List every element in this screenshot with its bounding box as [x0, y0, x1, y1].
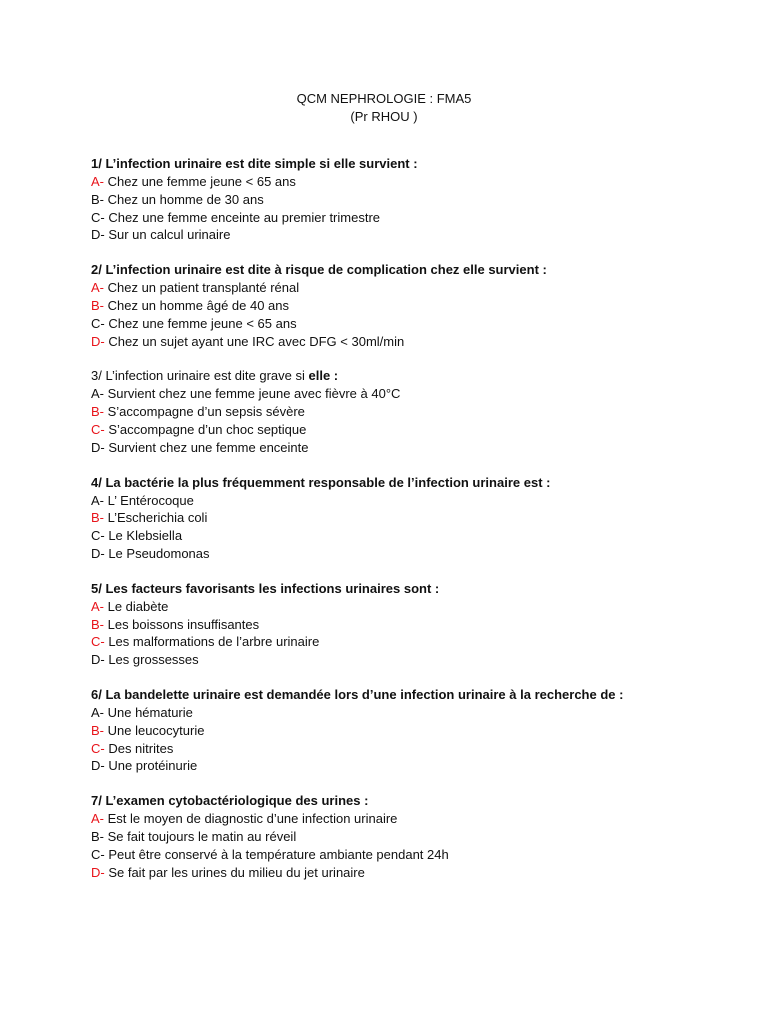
- option-text: L’ Entérocoque: [104, 492, 194, 508]
- question-title: [91, 367, 768, 385]
- question-title: 5/ Les facteurs favorisants les infections urinaires sont :: [91, 580, 440, 596]
- option-text: Les grossesses: [104, 652, 199, 668]
- option-text: Chez une femme enceinte au premier trimestre: [104, 209, 381, 225]
- question-title: 2/ L’infection urinaire est dite à risque de complication chez elle survient :: [91, 262, 547, 278]
- option-text: L’Escherichia coli: [104, 510, 208, 526]
- option-d: [91, 545, 768, 563]
- option-b: [91, 828, 768, 846]
- option-text: Est le moyen de diagnostic d’une infection urinaire: [104, 811, 398, 827]
- option-c: [91, 633, 768, 651]
- option-text: Chez une femme jeune < 65 ans: [104, 315, 297, 331]
- question-5: [91, 580, 768, 669]
- option-letter: C-: [91, 421, 105, 437]
- option-a: [91, 173, 768, 191]
- document-header: [91, 90, 677, 126]
- option-letter: D-: [91, 864, 105, 880]
- option-letter: D-: [91, 652, 105, 668]
- question-title-bold: elle :: [308, 368, 339, 384]
- option-text: Peut être conservé à la température ambiante pendant 24h: [104, 846, 449, 862]
- question-6: [91, 686, 768, 775]
- question-3: [91, 367, 768, 456]
- option-text: Survient chez une femme enceinte: [104, 439, 309, 455]
- option-text: S’accompagne d’un choc septique: [104, 421, 307, 437]
- option-c: [91, 527, 768, 545]
- option-letter: A-: [91, 704, 104, 720]
- option-letter: B-: [91, 191, 104, 207]
- question-2: [91, 261, 768, 350]
- option-letter: A-: [91, 174, 104, 189]
- option-text: Chez un sujet ayant une IRC avec DFG < 30ml/min: [104, 333, 405, 349]
- option-text: S’accompagne d’un sepsis sévère: [104, 404, 305, 420]
- option-text: Le diabète: [104, 598, 169, 614]
- question-title: 1/ L’infection urinaire est dite simple si elle survient :: [91, 156, 418, 171]
- option-d: [91, 757, 768, 775]
- question-4: [91, 474, 768, 563]
- question-1: [91, 155, 768, 244]
- option-letter: C-: [91, 846, 105, 862]
- option-letter: A-: [91, 386, 104, 402]
- option-text: Une leucocyturie: [104, 722, 205, 738]
- option-letter: B-: [91, 297, 104, 313]
- option-a: [91, 492, 768, 510]
- option-b: [91, 191, 768, 209]
- question-title: 6/ La bandelette urinaire est demandée lors d’une infection urinaire à la recherche de :: [91, 686, 624, 702]
- option-c: [91, 846, 768, 864]
- option-letter: B-: [91, 510, 104, 526]
- option-text: Les malformations de l’arbre urinaire: [104, 634, 320, 650]
- option-letter: B-: [91, 616, 104, 632]
- option-b: [91, 297, 768, 315]
- option-text: Chez une femme jeune < 65 ans: [104, 174, 296, 189]
- option-d: [91, 439, 768, 457]
- option-letter: D-: [91, 439, 105, 455]
- option-c: [91, 209, 768, 227]
- question-list: [91, 155, 768, 881]
- option-d: [91, 651, 768, 669]
- option-letter: B-: [91, 404, 104, 420]
- option-d: [91, 226, 768, 244]
- option-text: Le Pseudomonas: [104, 545, 210, 561]
- option-text: Le Klebsiella: [104, 528, 183, 544]
- option-d: [91, 864, 768, 882]
- document-title: QCM NEPHROLOGIE : FMA5: [296, 91, 472, 106]
- option-text: Chez un homme de 30 ans: [104, 191, 264, 207]
- option-text: Se fait toujours le matin au réveil: [104, 828, 297, 844]
- question-7: [91, 792, 768, 881]
- option-letter: C-: [91, 209, 105, 225]
- option-b: [91, 403, 768, 421]
- option-a: [91, 279, 768, 297]
- option-b: [91, 616, 768, 634]
- option-letter: D-: [91, 758, 105, 774]
- document-subtitle: (Pr RHOU ): [350, 109, 418, 124]
- option-c: [91, 740, 768, 758]
- option-text: Des nitrites: [104, 740, 174, 756]
- option-letter: B-: [91, 828, 104, 844]
- option-b: [91, 509, 768, 527]
- option-letter: C-: [91, 634, 105, 650]
- option-letter: A-: [91, 492, 104, 508]
- option-letter: C-: [91, 528, 105, 544]
- option-a: [91, 598, 768, 616]
- option-letter: A-: [91, 811, 104, 827]
- option-b: [91, 722, 768, 740]
- option-letter: D-: [91, 333, 105, 349]
- option-letter: C-: [91, 740, 105, 756]
- option-letter: B-: [91, 722, 104, 738]
- option-text: Une hématurie: [104, 704, 193, 720]
- question-title: 7/ L’examen cytobactériologique des urines :: [91, 793, 369, 809]
- option-text: Une protéinurie: [104, 758, 198, 774]
- option-a: [91, 810, 768, 828]
- option-letter: A-: [91, 598, 104, 614]
- option-letter: D-: [91, 227, 105, 243]
- option-text: Se fait par les urines du milieu du jet urinaire: [104, 864, 365, 880]
- option-c: [91, 315, 768, 333]
- option-text: Les boissons insuffisantes: [104, 616, 260, 632]
- option-c: [91, 421, 768, 439]
- question-title: 4/ La bactérie la plus fréquemment responsable de l’infection urinaire est :: [91, 474, 551, 490]
- option-d: [91, 333, 768, 351]
- option-text: Sur un calcul urinaire: [104, 227, 231, 243]
- option-a: [91, 704, 768, 722]
- option-text: Chez un patient transplanté rénal: [104, 280, 300, 296]
- option-text: Chez un homme âgé de 40 ans: [104, 297, 290, 313]
- option-a: [91, 385, 768, 403]
- question-title-plain: 3/ L’infection urinaire est dite grave si: [91, 368, 309, 384]
- option-letter: A-: [91, 280, 104, 296]
- option-letter: C-: [91, 315, 105, 331]
- option-letter: D-: [91, 545, 105, 561]
- option-text: Survient chez une femme jeune avec fièvre à 40°C: [104, 386, 401, 402]
